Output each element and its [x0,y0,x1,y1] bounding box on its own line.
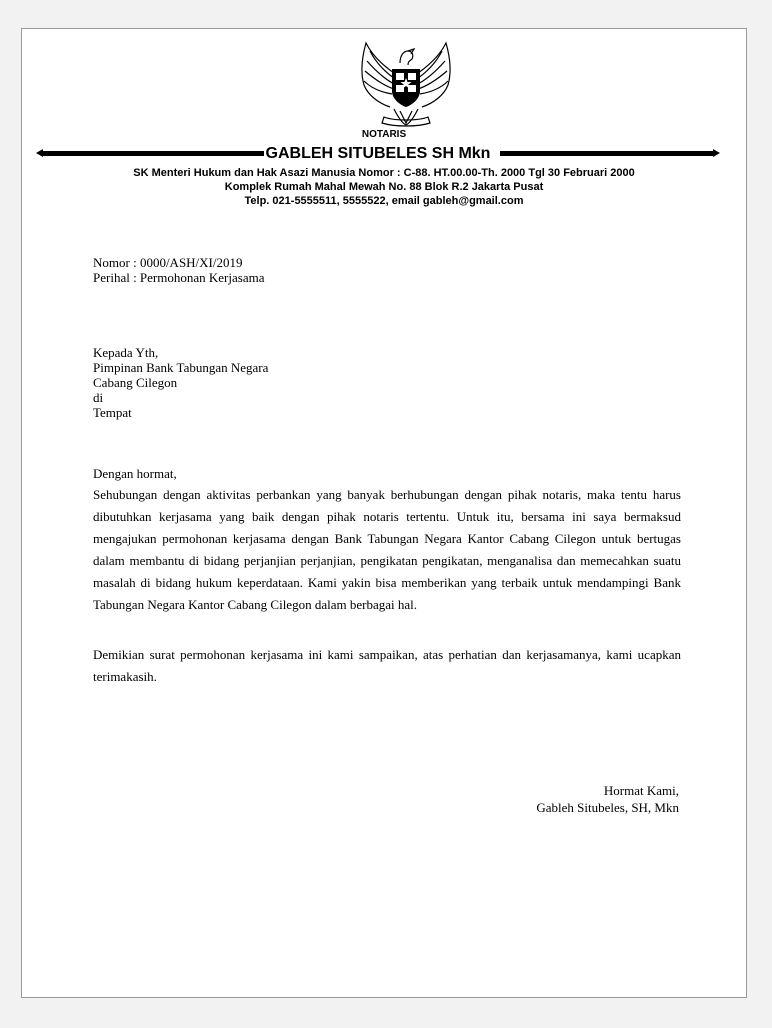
bar-right-cap [713,149,720,157]
body-paragraph-2: Demikian surat permohonan kerjasama ini kami sampaikan, atas perhatian dan kerjasamanya, kami ucapkan terimakasih. [93,647,681,684]
recipient-line: Kepada Yth, [93,345,159,360]
closing-signature [536,782,679,816]
letterhead-name: GABLEH SITUBELES SH Mkn [265,145,491,162]
garuda-emblem-icon [354,37,458,129]
letter-subject: Perihal : Permohonan Kerjasama [93,270,265,285]
bar-right-line [500,151,714,156]
recipient-line: Cabang Cilegon [93,375,178,390]
letterhead-address-line: Komplek Rumah Mahal Mewah No. 88 Blok R.2 Jakarta Pusat [224,181,544,193]
recipient-line: Tempat [93,405,132,420]
letter-meta [93,255,681,285]
recipient-line: di [93,390,104,405]
salutation: Dengan hormat, [93,466,177,481]
letter-number: Nomor : 0000/ASH/XI/2019 [93,255,243,270]
recipient-address [93,345,681,420]
closing-phrase: Hormat Kami, [603,783,679,798]
letterhead-title-small: NOTARIS [361,129,407,140]
signer-name: Gableh Situbeles, SH, Mkn [536,800,679,815]
letterhead-name-bar [36,144,720,163]
recipient-line: Pimpinan Bank Tabungan Negara [93,360,269,375]
body-paragraph-1: Sehubungan dengan aktivitas perbankan yang banyak berhubungan dengan pihak notaris, maka tentu harus dibutuhkan kerjasama yang baik dengan pihak notaris tertentu. Untuk itu, bersama ini saya bermaksud mengajukan permohonan kerjasama dengan Bank Tabungan Negara Kantor Cabang Cilegon untuk bertugas dalam membantu di bidang perjanjian perjanjian, pengikatan pengikatan, menganalisa dan memecahkan suatu masalah di bidang hukum keperdataan. Kami yakin bisa memberikan yang terbaik untuk mendampingi Bank Tabungan Negara Kantor Cabang Cilegon dalam berbagai hal. [93,487,681,612]
letterhead-license-line: SK Menteri Hukum dan Hak Asazi Manusia Nomor : C-88. HT.00.00-Th. 2000 Tgl 30 Februari 2000 [133,167,635,179]
letterhead-contact-line: Telp. 021-5555511, 5555522, email gableh@gmail.com [244,195,524,207]
letter-page [21,28,747,998]
